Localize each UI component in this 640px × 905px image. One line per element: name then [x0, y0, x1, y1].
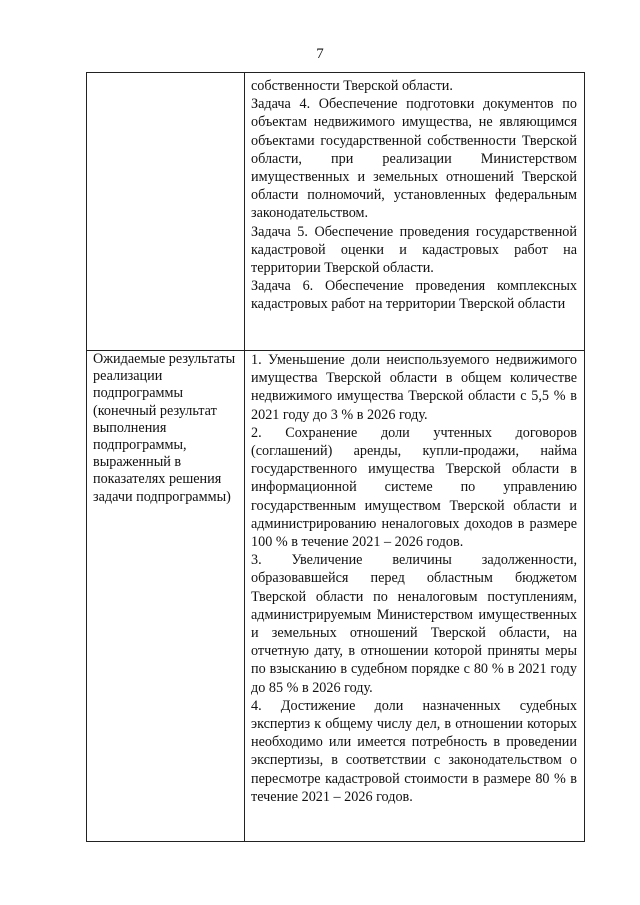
subprogram-passport-table: [86, 72, 585, 842]
results-content: [245, 351, 584, 808]
table-cell-right: [245, 351, 585, 842]
paragraph-task-4: Задача 4. Обеспечение подготовки документов по объектам недвижимого имущества, не являющимся объектами государственной собственности Тверской области, при реализации Министерством имущественных и земельных отношений Тверской области полномочий, установленных федеральным законодательством.: [251, 96, 577, 222]
table-row: [87, 73, 585, 351]
table-cell-left: [87, 351, 245, 842]
tasks-content: [245, 73, 584, 316]
paragraph-result-1: 1. Уменьшение доли неиспользуемого недвижимого имущества Тверской области в общем количестве недвижимого имущества Тверской области с 5,5 % в 2021 году до 3 % в 2026 году.: [251, 352, 577, 423]
table-cell-right: [245, 73, 585, 351]
paragraph-task-6: Задача 6. Обеспечение проведения комплексных кадастровых работ на территории Тверской области: [251, 278, 577, 313]
paragraph-result-2: 2. Сохранение доли учтенных договоров (соглашений) аренды, купли-продажи, найма государственного имущества Тверской области в информационной системе по управлению государственным имуществом Тверской области и администрированию неналоговых доходов в размере 100 % в течение 2021 – 2026 годов.: [251, 424, 577, 551]
paragraph-continuation: собственности Тверской области.: [251, 78, 453, 94]
paragraph-result-4: 4. Достижение доли назначенных судебных экспертиз к общему числу дел, в отношении которых необходимо или имеется потребность в проведении экспертизы, в соответствии с законодательством о пересмотре кадастровой стоимости в размере 80 % в течение 2021 – 2026 годов.: [251, 697, 577, 805]
paragraph-result-3: 3. Увеличение величины задолженности, образовавшейся перед областным бюджетом Тверской области по неналоговым поступлениям, администрируемым Министерством имущественных и земельных отношений Тверской области, на отчетную дату, в отношении которой приняты меры по взысканию в судебном порядке с 80 % в 2021 году до 85 % в 2026 году.: [251, 552, 577, 696]
paragraph-task-5: Задача 5. Обеспечение проведения государственной кадастровой оценки и кадастровых работ на территории Тверской области.: [251, 223, 577, 277]
table-row: [87, 351, 585, 842]
page-number: 7: [316, 46, 324, 62]
row-label-expected-results: Ожидаемые результаты реализации подпрограммы (конечный результат выполнения подпрограммы, выраженный в показателях решения задачи подпрограммы): [93, 351, 236, 505]
table-cell-left: [87, 73, 245, 351]
